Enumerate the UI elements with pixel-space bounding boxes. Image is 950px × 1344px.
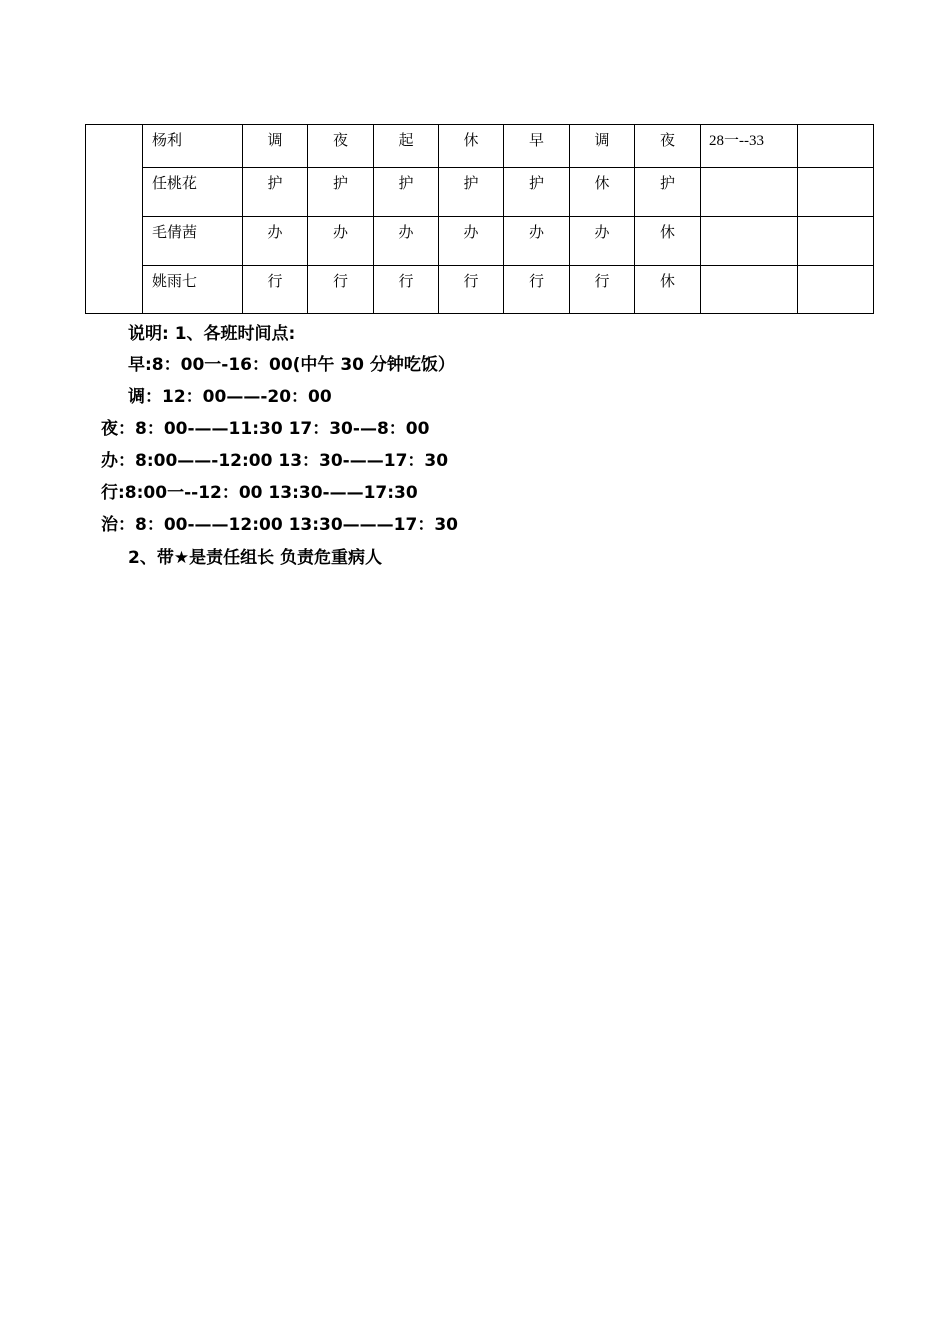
shift-cell: 办 [439, 217, 504, 266]
note-cell: 28一--33 [701, 125, 798, 168]
shift-cell: 休 [635, 266, 701, 314]
night-shift-time: 夜：8：00-——11:30 17：30-—8：00 [101, 419, 430, 439]
shift-cell: 护 [439, 168, 504, 217]
shift-cell: 调 [570, 125, 635, 168]
shift-cell: 行 [374, 266, 439, 314]
extra-cell [798, 125, 874, 168]
adjust-shift-time: 调：12：00——-20：00 [128, 387, 332, 407]
extra-cell [798, 266, 874, 314]
note-cell [701, 168, 798, 217]
extra-cell [798, 168, 874, 217]
shift-cell: 起 [374, 125, 439, 168]
office-shift-time: 办：8:00——-12:00 13：30-——17：30 [101, 451, 449, 471]
staff-name: 任桃花 [143, 168, 243, 217]
treatment-shift-time: 治：8：00-——12:00 13:30———17：30 [101, 515, 458, 535]
note-cell [701, 266, 798, 314]
leader-star-note: 2、带★是责任组长 负责危重病人 [128, 548, 382, 568]
shift-cell: 行 [243, 266, 308, 314]
shift-cell: 护 [635, 168, 701, 217]
shift-cell: 护 [374, 168, 439, 217]
staff-name: 姚雨七 [143, 266, 243, 314]
note-cell [701, 217, 798, 266]
shift-cell: 调 [243, 125, 308, 168]
admin-shift-time: 行:8:00一--12：00 13:30-——17:30 [101, 483, 418, 503]
roster-table [85, 124, 874, 314]
shift-cell: 护 [504, 168, 570, 217]
table-row [86, 168, 874, 217]
shift-cell: 夜 [635, 125, 701, 168]
staff-name: 杨利 [143, 125, 243, 168]
extra-cell [798, 217, 874, 266]
shift-cell: 休 [439, 125, 504, 168]
table-row [86, 266, 874, 314]
shift-cell: 办 [570, 217, 635, 266]
shift-cell: 护 [243, 168, 308, 217]
shift-cell: 行 [439, 266, 504, 314]
shift-cell: 早 [504, 125, 570, 168]
shift-cell: 行 [308, 266, 374, 314]
table-row [86, 217, 874, 266]
group-cell [86, 125, 143, 314]
shift-cell: 办 [243, 217, 308, 266]
shift-cell: 行 [570, 266, 635, 314]
shift-cell: 休 [635, 217, 701, 266]
shift-cell: 休 [570, 168, 635, 217]
notes-heading: 说明: 1、各班时间点: [128, 324, 296, 344]
shift-cell: 护 [308, 168, 374, 217]
shift-cell: 行 [504, 266, 570, 314]
shift-cell: 办 [504, 217, 570, 266]
shift-cell: 办 [374, 217, 439, 266]
shift-cell: 夜 [308, 125, 374, 168]
shift-cell: 办 [308, 217, 374, 266]
table-row [86, 125, 874, 168]
early-shift-time: 早:8：00一-16：00(中午 30 分钟吃饭） [128, 355, 455, 375]
staff-name: 毛倩茜 [143, 217, 243, 266]
